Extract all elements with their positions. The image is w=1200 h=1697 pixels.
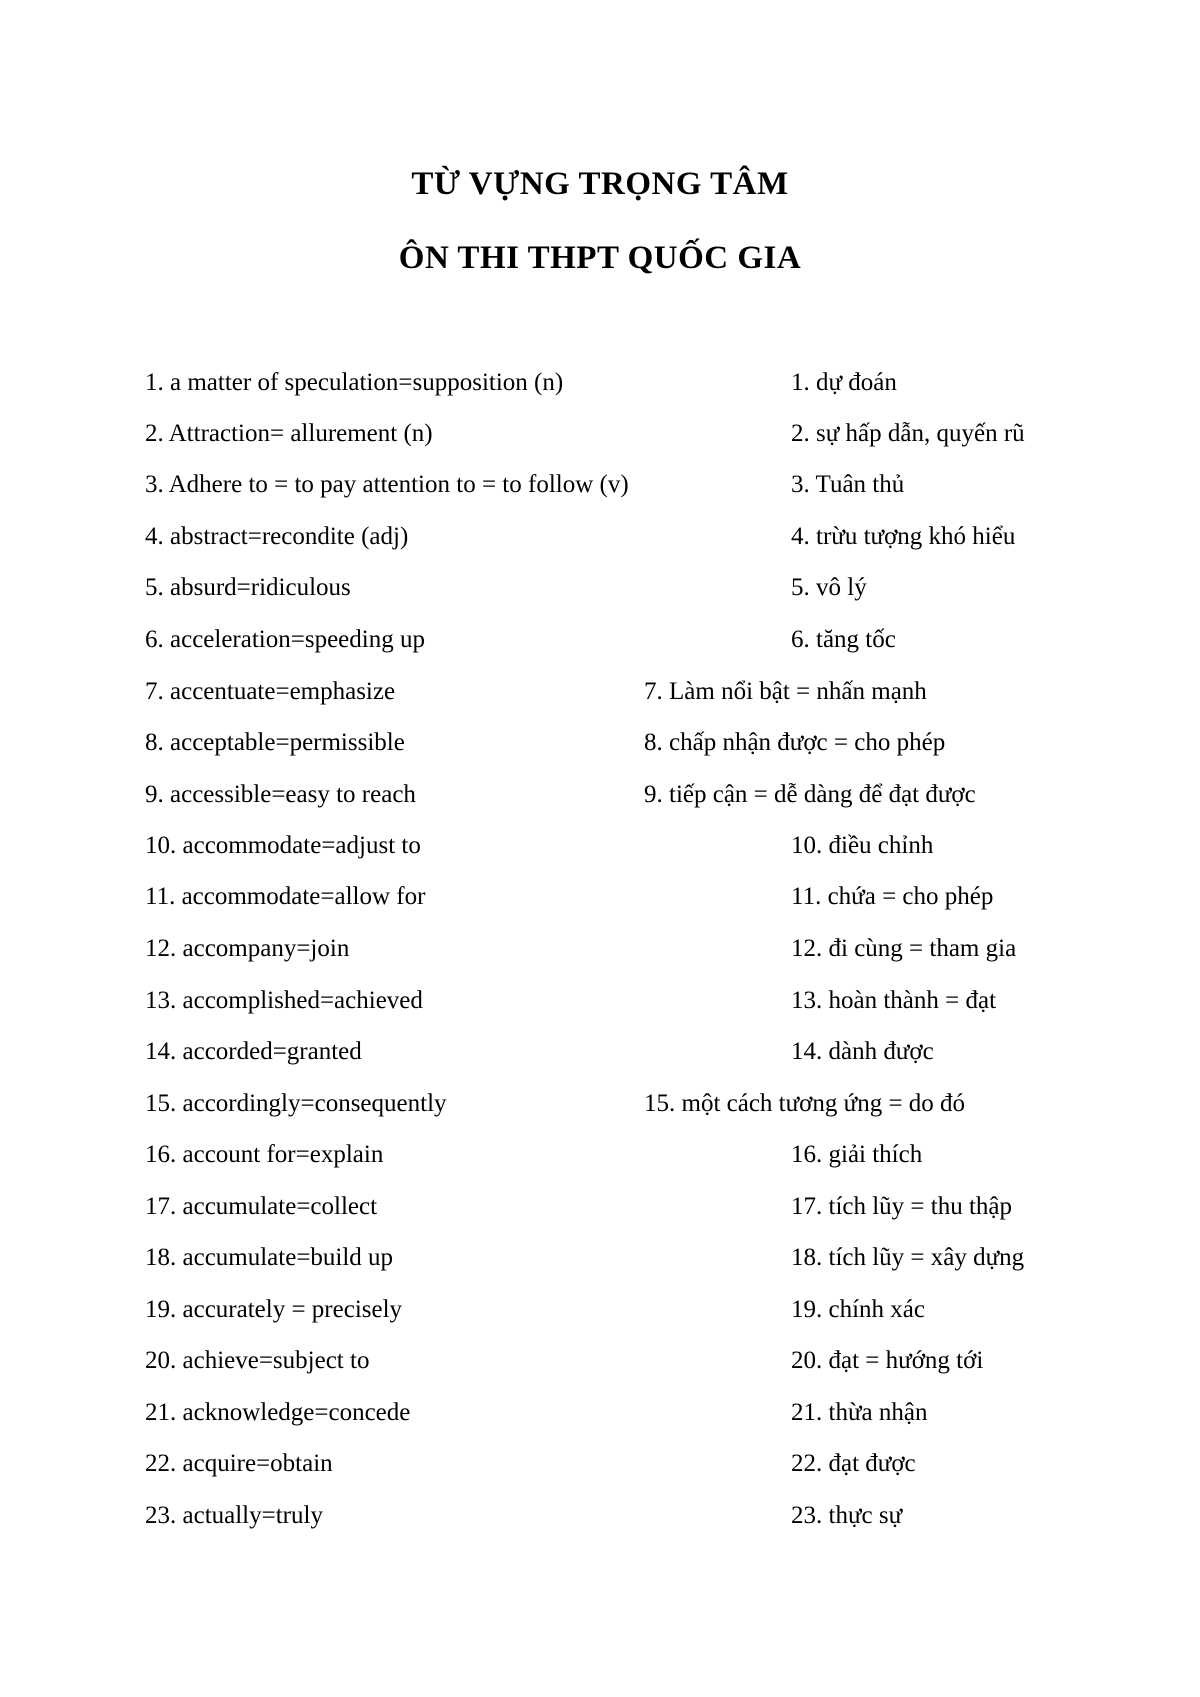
vocab-row <box>0 1450 1200 1490</box>
vocab-english: 3. Adhere to = to pay attention to = to follow (v) <box>145 471 629 498</box>
vocab-vietnamese: 23. thực sự <box>791 1502 903 1529</box>
vocab-english: 7. accentuate=emphasize <box>145 678 396 705</box>
vocab-vietnamese: 22. đạt được <box>791 1450 916 1477</box>
vocab-vietnamese: 15. một cách tương ứng = do đó <box>644 1090 966 1117</box>
vocab-english: 8. acceptable=permissible <box>145 729 405 756</box>
vocab-row <box>0 574 1200 614</box>
vocab-row <box>0 1141 1200 1181</box>
vocab-row <box>0 1090 1200 1130</box>
vocab-english: 21. acknowledge=concede <box>145 1399 411 1426</box>
vocab-vietnamese: 7. Làm nổi bật = nhấn mạnh <box>644 678 927 705</box>
vocab-vietnamese: 6. tăng tốc <box>791 626 896 653</box>
vocab-vietnamese: 17. tích lũy = thu thập <box>791 1193 1013 1220</box>
vocab-vietnamese: 19. chính xác <box>791 1296 925 1323</box>
vocab-english: 19. accurately = precisely <box>145 1296 403 1323</box>
vocab-vietnamese: 14. dành được <box>791 1038 934 1065</box>
vocab-row <box>0 1193 1200 1233</box>
vocab-english: 5. absurd=ridiculous <box>145 574 351 601</box>
document-subtitle: ÔN THI THPT QUỐC GIA <box>398 240 802 276</box>
vocab-english: 20. achieve=subject to <box>145 1347 370 1374</box>
vocab-english: 17. accumulate=collect <box>145 1193 378 1220</box>
vocab-row <box>0 420 1200 460</box>
vocab-vietnamese: 18. tích lũy = xây dựng <box>791 1244 1025 1271</box>
vocab-vietnamese: 10. điều chỉnh <box>791 832 934 859</box>
vocab-english: 11. accommodate=allow for <box>145 883 426 910</box>
vocab-vietnamese: 11. chứa = cho phép <box>791 883 994 910</box>
vocab-row <box>0 781 1200 821</box>
vocab-english: 2. Attraction= allurement (n) <box>145 420 433 447</box>
vocab-row <box>0 1296 1200 1336</box>
vocab-vietnamese: 16. giải thích <box>791 1141 923 1168</box>
vocab-row <box>0 523 1200 563</box>
vocab-vietnamese: 2. sự hấp dẫn, quyến rũ <box>791 420 1025 447</box>
vocab-row <box>0 1244 1200 1284</box>
vocab-vietnamese: 13. hoàn thành = đạt <box>791 987 997 1014</box>
vocab-vietnamese: 9. tiếp cận = dễ dàng để đạt được <box>644 781 976 808</box>
vocab-english: 4. abstract=recondite (adj) <box>145 523 409 550</box>
vocab-vietnamese: 12. đi cùng = tham gia <box>791 935 1017 962</box>
vocab-row <box>0 1038 1200 1078</box>
vocab-english: 16. account for=explain <box>145 1141 384 1168</box>
vocab-row <box>0 883 1200 923</box>
vocab-vietnamese: 8. chấp nhận được = cho phép <box>644 729 946 756</box>
vocab-vietnamese: 21. thừa nhận <box>791 1399 928 1426</box>
document-title: TỪ VỰNG TRỌNG TÂM <box>411 166 789 202</box>
vocab-english: 15. accordingly=consequently <box>145 1090 447 1117</box>
vocab-vietnamese: 3. Tuân thủ <box>791 471 905 498</box>
vocab-row <box>0 1399 1200 1439</box>
vocab-vietnamese: 4. trừu tượng khó hiểu <box>791 523 1016 550</box>
vocab-row <box>0 987 1200 1027</box>
vocab-row <box>0 832 1200 872</box>
vocab-row <box>0 729 1200 769</box>
vocab-row <box>0 1347 1200 1387</box>
vocab-english: 12. accompany=join <box>145 935 350 962</box>
vocab-english: 23. actually=truly <box>145 1502 323 1529</box>
vocab-english: 18. accumulate=build up <box>145 1244 394 1271</box>
vocab-row <box>0 1502 1200 1542</box>
vocab-english: 22. acquire=obtain <box>145 1450 333 1477</box>
vocab-vietnamese: 5. vô lý <box>791 574 867 601</box>
vocab-row <box>0 935 1200 975</box>
vocab-english: 10. accommodate=adjust to <box>145 832 421 859</box>
vocab-row <box>0 678 1200 718</box>
vocab-english: 14. accorded=granted <box>145 1038 362 1065</box>
vocab-row <box>0 626 1200 666</box>
vocab-english: 1. a matter of speculation=supposition (n) <box>145 369 564 396</box>
vocab-row <box>0 369 1200 409</box>
vocab-vietnamese: 20. đạt = hướng tới <box>791 1347 984 1374</box>
vocab-vietnamese: 1. dự đoán <box>791 369 897 396</box>
vocab-english: 13. accomplished=achieved <box>145 987 423 1014</box>
vocab-english: 9. accessible=easy to reach <box>145 781 416 808</box>
vocab-row <box>0 471 1200 511</box>
vocab-english: 6. acceleration=speeding up <box>145 626 425 653</box>
